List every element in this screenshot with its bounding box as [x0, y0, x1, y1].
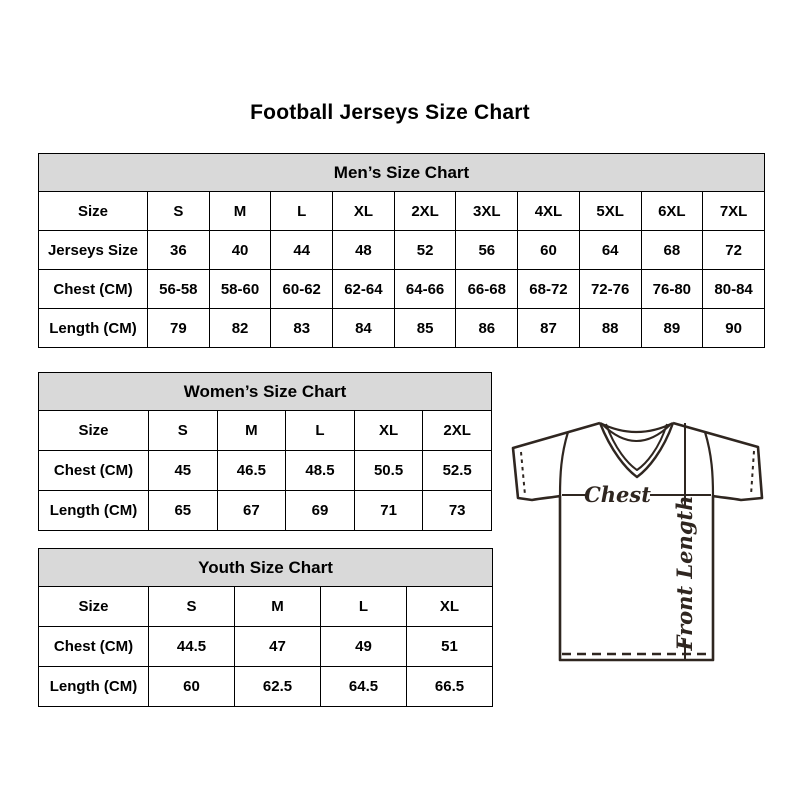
youth-size-chart-section	[38, 548, 493, 707]
value-cell: L	[286, 411, 355, 451]
jersey-outline-shape	[513, 423, 762, 660]
value-cell: M	[209, 192, 271, 231]
mens-size-table	[38, 153, 765, 348]
value-cell: 52	[394, 231, 456, 270]
value-cell: 71	[354, 491, 423, 531]
value-cell: 2XL	[423, 411, 492, 451]
value-cell: 87	[518, 309, 580, 348]
row-label-cell: Jerseys Size	[39, 231, 148, 270]
table-row	[39, 667, 493, 707]
value-cell: 2XL	[394, 192, 456, 231]
value-cell: XL	[354, 411, 423, 451]
value-cell: 72	[703, 231, 765, 270]
page-title: Football Jerseys Size Chart	[250, 101, 530, 124]
sleeve-seam-right	[705, 432, 713, 496]
sleeve-seam-left	[560, 432, 568, 496]
value-cell: 58-60	[209, 270, 271, 309]
table-title-band: Women’s Size Chart	[39, 373, 492, 411]
value-cell: 56	[456, 231, 518, 270]
table-row	[39, 451, 492, 491]
value-cell: 64	[579, 231, 641, 270]
womens-size-chart-section	[38, 372, 492, 531]
value-cell: XL	[333, 192, 395, 231]
value-cell: M	[235, 587, 321, 627]
value-cell: 60	[518, 231, 580, 270]
value-cell: 40	[209, 231, 271, 270]
value-cell: 60	[149, 667, 235, 707]
value-cell: 6XL	[641, 192, 703, 231]
value-cell: 82	[209, 309, 271, 348]
value-cell: 88	[579, 309, 641, 348]
row-label-cell: Size	[39, 411, 149, 451]
value-cell: 7XL	[703, 192, 765, 231]
table-row	[39, 587, 493, 627]
value-cell: 51	[407, 627, 493, 667]
value-cell: 66.5	[407, 667, 493, 707]
value-cell: 47	[235, 627, 321, 667]
value-cell: 73	[423, 491, 492, 531]
value-cell: 67	[217, 491, 286, 531]
value-cell: 48	[333, 231, 395, 270]
chest-label: Chest	[584, 482, 651, 507]
row-label-cell: Size	[39, 192, 148, 231]
value-cell: 49	[321, 627, 407, 667]
value-cell: 3XL	[456, 192, 518, 231]
row-label-cell: Chest (CM)	[39, 451, 149, 491]
value-cell: 65	[149, 491, 218, 531]
value-cell: L	[271, 192, 333, 231]
value-cell: 89	[641, 309, 703, 348]
value-cell: XL	[407, 587, 493, 627]
table-row	[39, 627, 493, 667]
value-cell: 69	[286, 491, 355, 531]
table-row	[39, 270, 765, 309]
value-cell: 44	[271, 231, 333, 270]
value-cell: S	[148, 192, 210, 231]
youth-size-table	[38, 548, 493, 707]
value-cell: 52.5	[423, 451, 492, 491]
cuff-stitch-right	[751, 451, 754, 495]
value-cell: 4XL	[518, 192, 580, 231]
table-row	[39, 411, 492, 451]
value-cell: 48.5	[286, 451, 355, 491]
row-label-cell: Chest (CM)	[39, 270, 148, 309]
value-cell: 68-72	[518, 270, 580, 309]
value-cell: 68	[641, 231, 703, 270]
table-row	[39, 491, 492, 531]
cuff-stitch-left	[521, 452, 525, 495]
row-label-cell: Size	[39, 587, 149, 627]
value-cell: 44.5	[149, 627, 235, 667]
value-cell: 86	[456, 309, 518, 348]
table-title-band: Men’s Size Chart	[39, 154, 765, 192]
mens-size-chart-section	[38, 153, 765, 348]
jersey-measurement-diagram	[503, 415, 773, 675]
value-cell: 36	[148, 231, 210, 270]
value-cell: 50.5	[354, 451, 423, 491]
value-cell: 45	[149, 451, 218, 491]
value-cell: 80-84	[703, 270, 765, 309]
row-label-cell: Length (CM)	[39, 309, 148, 348]
value-cell: S	[149, 587, 235, 627]
value-cell: 5XL	[579, 192, 641, 231]
value-cell: 66-68	[456, 270, 518, 309]
value-cell: M	[217, 411, 286, 451]
table-row	[39, 192, 765, 231]
value-cell: 64.5	[321, 667, 407, 707]
table-title-band: Youth Size Chart	[39, 549, 493, 587]
value-cell: 62.5	[235, 667, 321, 707]
value-cell: 62-64	[333, 270, 395, 309]
value-cell: 83	[271, 309, 333, 348]
table-row	[39, 309, 765, 348]
value-cell: 85	[394, 309, 456, 348]
value-cell: S	[149, 411, 218, 451]
front-length-label: Front Length	[672, 495, 697, 651]
table-row	[39, 231, 765, 270]
value-cell: L	[321, 587, 407, 627]
row-label-cell: Length (CM)	[39, 491, 149, 531]
value-cell: 56-58	[148, 270, 210, 309]
womens-size-table	[38, 372, 492, 531]
value-cell: 90	[703, 309, 765, 348]
value-cell: 76-80	[641, 270, 703, 309]
row-label-cell: Chest (CM)	[39, 627, 149, 667]
row-label-cell: Length (CM)	[39, 667, 149, 707]
value-cell: 60-62	[271, 270, 333, 309]
value-cell: 72-76	[579, 270, 641, 309]
value-cell: 84	[333, 309, 395, 348]
value-cell: 46.5	[217, 451, 286, 491]
value-cell: 79	[148, 309, 210, 348]
value-cell: 64-66	[394, 270, 456, 309]
